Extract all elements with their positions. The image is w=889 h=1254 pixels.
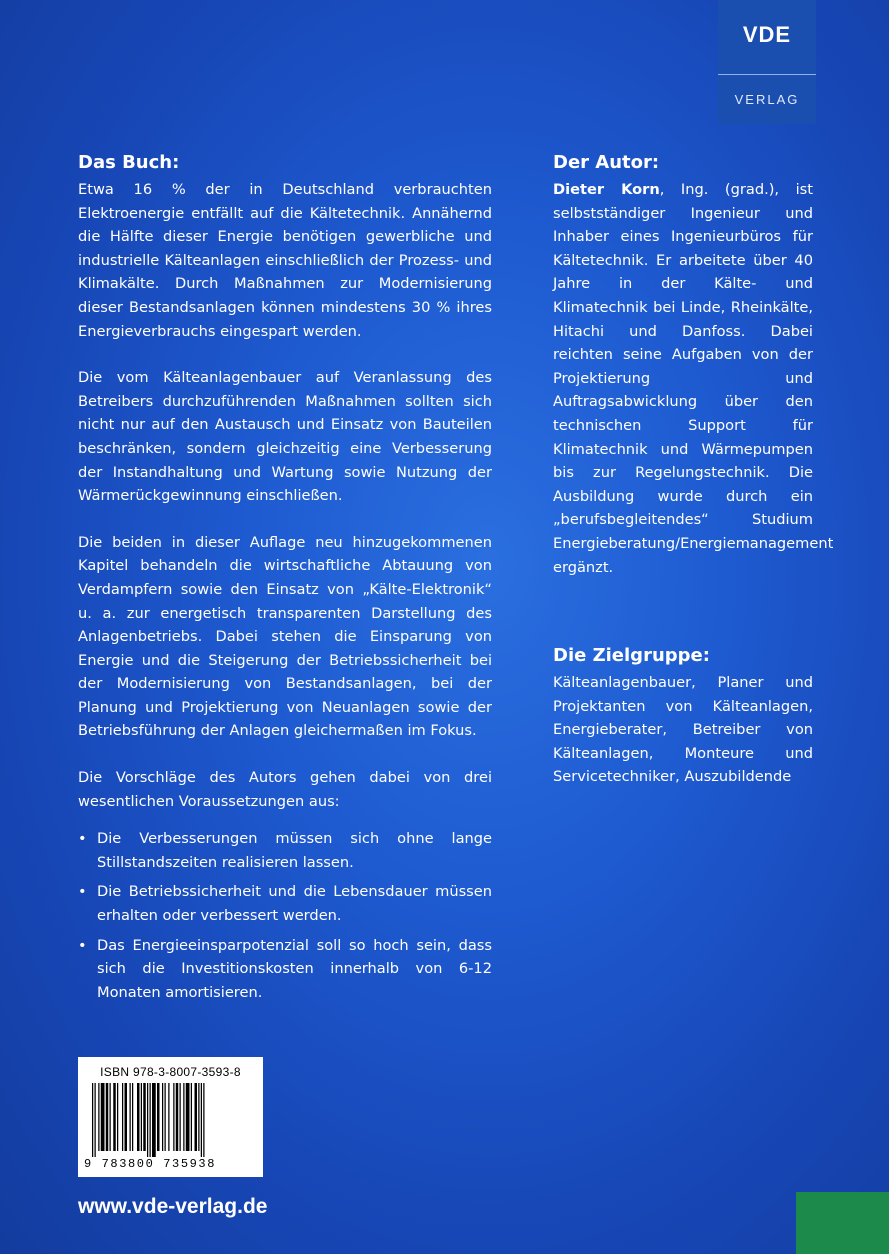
barcode-bar	[110, 1083, 111, 1151]
list-item-text: Die Betriebssicherheit und die Lebensdauer müssen erhalten oder verbessert werden.	[97, 883, 492, 925]
barcode-bar	[157, 1083, 160, 1151]
bullet-icon: •	[78, 830, 87, 848]
barcode-bar	[95, 1083, 96, 1157]
barcode-bar	[98, 1083, 99, 1151]
zielgruppe-text: Kälteanlagenbauer, Planer und Projektanten von Kälteanlagen, Energieberater, Betreiber von Kälteanlagen, Monteure und Servicetechniker, Auszubildende	[553, 674, 813, 786]
barcode-bar	[125, 1083, 128, 1151]
barcode-bar	[141, 1083, 142, 1151]
barcode-bar	[122, 1083, 123, 1151]
list-item-text: Die Verbesserungen müssen sich ohne lange Stillstandszeiten realisieren lassen.	[97, 830, 492, 871]
barcode-bar	[143, 1083, 146, 1151]
buch-paragraph-4: Die Vorschläge des Autors gehen dabei von drei wesentlichen Voraussetzungen aus:	[78, 769, 492, 810]
barcode-bar	[203, 1083, 204, 1157]
barcode-digits: 9 783800 735938	[84, 1157, 217, 1171]
barcode-bar	[176, 1083, 179, 1151]
logo-divider	[718, 74, 816, 75]
bullet-icon: •	[78, 936, 87, 954]
barcode-bar	[168, 1083, 169, 1151]
barcode-bar	[113, 1083, 116, 1151]
vde-logo	[718, 0, 816, 124]
barcode-bar	[101, 1083, 105, 1151]
barcode-bar	[92, 1083, 93, 1157]
requirements-list	[78, 827, 492, 1004]
barcode-bar	[186, 1083, 190, 1151]
zielgruppe-heading: Die Zielgruppe:	[553, 645, 710, 667]
autor-bio: , Ing. (grad.), ist selbstständiger Ingenieur und Inhaber eines Ingenieurbüros für Kältetechnik. Er arbeitete über 40 Jahre in der Kälte- und Klimatechnik bei Linde, Rheinkälte, Hitachi und Danfoss. Dabei reichten seine Aufgaben von der Projektierung und Auftragsabwicklung über den technischen Support für Klimatechnik und Wärmepumpen bis zur Regelungstechnik. Die Ausbildung wurde durch ein „berufsbegleitendes“ Studium Energieberatung/Energiemanagement ergänzt.	[553, 181, 834, 576]
buch-paragraph-3: Die beiden in dieser Auflage neu hinzugekommenen Kapitel behandeln die wirtschaftliche Abtauung von Verdampfern sowie den Einsatz von „Kälte-Elektronik“ u. a. zur energetisch transparenten Darstellung des Anlagenbetriebs. Dabei stehen die Einsparung von Energie und die Steigerung der Betriebssicherheit bei der Modernisierung von Bestandsanlagen, bei der Planung und Projektierung von Neuanlagen sowie der Betriebsführung der Anlagen gleichermaßen im Fokus.	[78, 533, 492, 740]
barcode-bar	[152, 1083, 156, 1157]
barcode-bar	[150, 1083, 151, 1157]
barcode-bar	[180, 1083, 181, 1151]
barcode-bar	[147, 1083, 148, 1157]
barcode-bar	[201, 1083, 202, 1157]
green-corner-block	[796, 1192, 889, 1254]
logo-subtitle: VERLAG	[734, 92, 800, 107]
barcode-bars	[92, 1083, 249, 1157]
barcode-bar	[130, 1083, 131, 1151]
barcode-bar	[173, 1083, 174, 1151]
book-description-column	[78, 150, 492, 1010]
autor-name: Dieter Korn	[553, 181, 660, 198]
barcode-bar	[106, 1083, 109, 1151]
isbn-number: ISBN 978-3-8007-3593-8	[100, 1065, 241, 1079]
autor-heading: Der Autor:	[553, 152, 660, 173]
bullet-icon: •	[78, 883, 87, 901]
barcode-bar	[183, 1083, 184, 1151]
publisher-url[interactable]: www.vde-verlag.de	[78, 1195, 268, 1218]
autor-text	[553, 178, 834, 579]
barcode-bar	[162, 1083, 163, 1151]
buch-heading: Das Buch:	[78, 152, 180, 173]
barcode-bar	[132, 1083, 133, 1151]
buch-paragraph-2: Die vom Kälteanlagenbauer auf Veranlassung des Betreibers durchzuführenden Maßnahmen sollten sich nicht nur auf den Austausch und Einsatz von Bauteilen beschränken, sondern gleichzeitig eine Verbesserung der Instandhaltung und Wartung sowie Nutzung der Wärmerückgewinnung einschließen.	[78, 369, 492, 505]
barcode-bar	[195, 1083, 198, 1151]
barcode-bar	[165, 1083, 166, 1151]
list-item	[78, 827, 492, 874]
isbn-barcode	[78, 1057, 263, 1177]
logo-brand: VDE	[742, 22, 792, 47]
barcode-bar	[137, 1083, 140, 1151]
barcode-bar	[198, 1083, 199, 1151]
buch-paragraph-1: Etwa 16 % der in Deutschland verbrauchten Elektroenergie entfällt auf die Kältetechnik. Annähernd die Hälfte dieser Energie benötigen gewerbliche und industrielle Kälteanlagen einschließlich der Prozess- und Klimakälte. Durch Maßnahmen zur Modernisierung dieser Bestandsanlagen können mindestens 30 % ihres Energieverbrauchs eingespart werden.	[78, 181, 492, 340]
barcode-bar	[191, 1083, 192, 1151]
list-item-text: Das Energieeinsparpotenzial soll so hoch sein, dass sich die Investitionskosten innerhalb von 6-12 Monaten amortisieren.	[97, 936, 492, 1001]
list-item	[78, 934, 492, 1005]
author-column	[553, 150, 834, 789]
list-item	[78, 880, 492, 927]
barcode-bar	[117, 1083, 118, 1151]
